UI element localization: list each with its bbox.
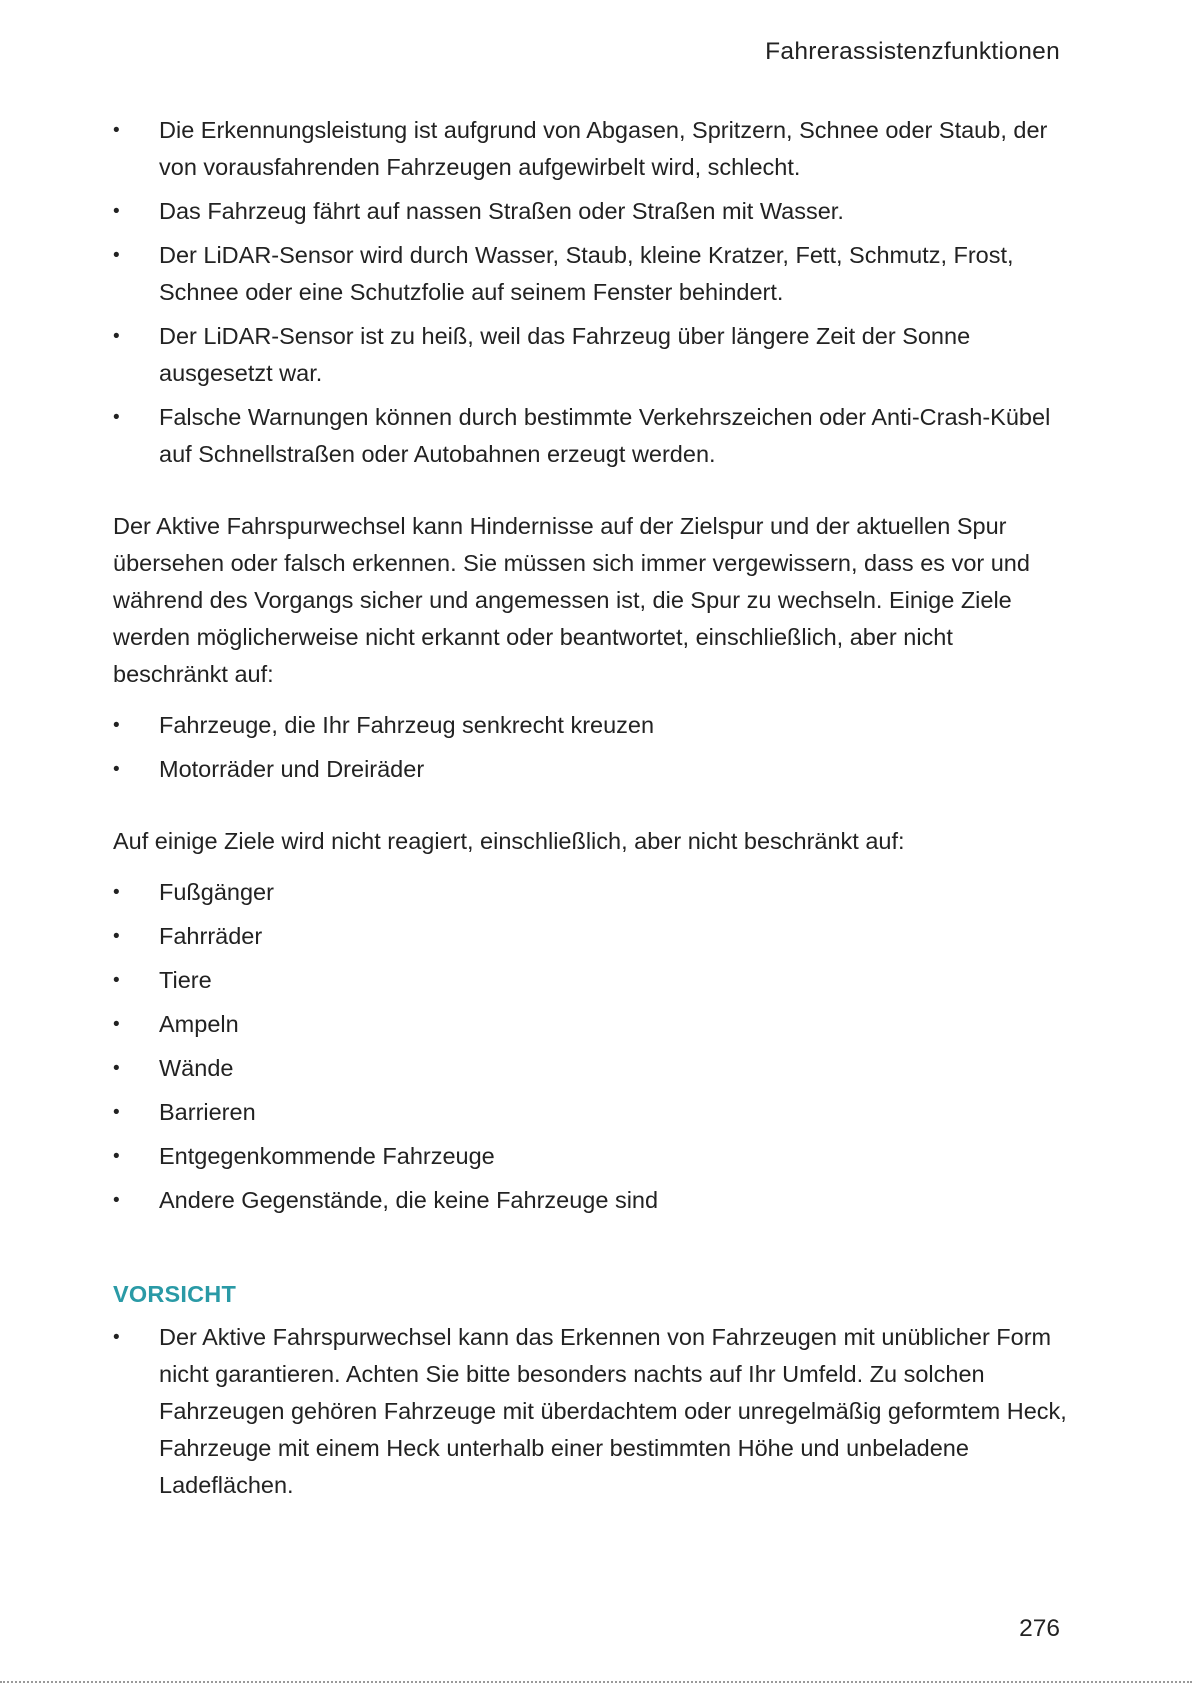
page-number: 276	[1019, 1615, 1060, 1642]
list-item-text: Der Aktive Fahrspurwechsel kann das Erkennen von Fahrzeugen mit unüblicher Form nicht garantieren. Achten Sie bitte besonders nachts auf Ihr Umfeld. Zu solchen Fahrzeugen gehören Fahrzeuge mit überdachtem oder unregelmäßig geformtem Heck, Fahrzeuge mit einem Heck unterhalb einer bestimmten Höhe und unbeladene Ladeflächen.	[159, 1324, 1067, 1498]
list-item-text: Andere Gegenstände, die keine Fahrzeuge sind	[159, 1187, 659, 1213]
list-item-text: Der LiDAR-Sensor ist zu heiß, weil das Fahrzeug über längere Zeit der Sonne ausgesetzt war.	[159, 323, 971, 386]
list-item-text: Tiere	[159, 967, 212, 993]
list-item	[113, 1094, 1073, 1131]
no-reaction-paragraph: Auf einige Ziele wird nicht reagiert, einschließlich, aber nicht beschränkt auf:	[113, 828, 905, 854]
list-item-text: Barrieren	[159, 1099, 256, 1125]
list-item	[113, 1182, 1073, 1219]
detection-paragraph: Der Aktive Fahrspurwechsel kann Hindernisse auf der Zielspur und der aktuellen Spur übersehen oder falsch erkennen. Sie müssen sich immer vergewissern, dass es vor und während des Vorgangs sicher und angemessen ist, die Spur zu wechseln. Einige Ziele werden möglicherweise nicht erkannt oder beantwortet, einschließlich, aber nicht beschränkt auf:	[113, 513, 1030, 687]
page-bottom-rule	[0, 1681, 1192, 1683]
bullet-icon: •	[113, 120, 120, 141]
bullet-icon: •	[113, 882, 120, 903]
bullet-icon: •	[113, 326, 120, 347]
running-header: Fahrerassistenzfunktionen	[765, 38, 1060, 65]
list-item-text: Ampeln	[159, 1011, 239, 1037]
conditions-list	[113, 112, 1073, 473]
bullet-icon: •	[113, 926, 120, 947]
list-item-text: Der LiDAR-Sensor wird durch Wasser, Staub, kleine Kratzer, Fett, Schmutz, Frost, Schnee oder eine Schutzfolie auf seinem Fenster behindert.	[159, 242, 1014, 305]
list-item	[113, 1006, 1073, 1043]
caution-list	[113, 1319, 1073, 1504]
list-item-text: Fußgänger	[159, 879, 274, 905]
bullet-icon: •	[113, 970, 120, 991]
list-item	[113, 112, 1073, 186]
list-item-text: Fahrräder	[159, 923, 263, 949]
list-item	[113, 318, 1073, 392]
list-item-text: Motorräder und Dreiräder	[159, 756, 425, 782]
list-item	[113, 707, 1073, 744]
list-item	[113, 1050, 1073, 1087]
bullet-icon: •	[113, 1058, 120, 1079]
no-reaction-list	[113, 874, 1073, 1219]
bullet-icon: •	[113, 759, 120, 780]
bullet-icon: •	[113, 1014, 120, 1035]
bullet-icon: •	[113, 1327, 120, 1348]
list-item-text: Fahrzeuge, die Ihr Fahrzeug senkrecht kreuzen	[159, 712, 655, 738]
bullet-icon: •	[113, 407, 120, 428]
list-item-text: Das Fahrzeug fährt auf nassen Straßen oder Straßen mit Wasser.	[159, 198, 844, 224]
bullet-icon: •	[113, 1190, 120, 1211]
list-item	[113, 237, 1073, 311]
list-item	[113, 874, 1073, 911]
list-item	[113, 1319, 1073, 1504]
bullet-icon: •	[113, 715, 120, 736]
list-item	[113, 193, 1073, 230]
list-item-text: Falsche Warnungen können durch bestimmte Verkehrszeichen oder Anti-Crash-Kübel auf Schnellstraßen oder Autobahnen erzeugt werden.	[159, 404, 1051, 467]
list-item-text: Entgegenkommende Fahrzeuge	[159, 1143, 495, 1169]
bullet-icon: •	[113, 245, 120, 266]
not-detected-list	[113, 707, 1073, 788]
page-content	[113, 112, 1073, 1511]
list-item	[113, 399, 1073, 473]
list-item-text: Die Erkennungsleistung ist aufgrund von Abgasen, Spritzern, Schnee oder Staub, der von vorausfahrenden Fahrzeugen aufgewirbelt wird, schlecht.	[159, 117, 1048, 180]
list-item	[113, 1138, 1073, 1175]
bullet-icon: •	[113, 1102, 120, 1123]
bullet-icon: •	[113, 1146, 120, 1167]
list-item	[113, 962, 1073, 999]
caution-heading: VORSICHT	[113, 1281, 237, 1307]
bullet-icon: •	[113, 201, 120, 222]
list-item	[113, 751, 1073, 788]
list-item	[113, 918, 1073, 955]
list-item-text: Wände	[159, 1055, 234, 1081]
